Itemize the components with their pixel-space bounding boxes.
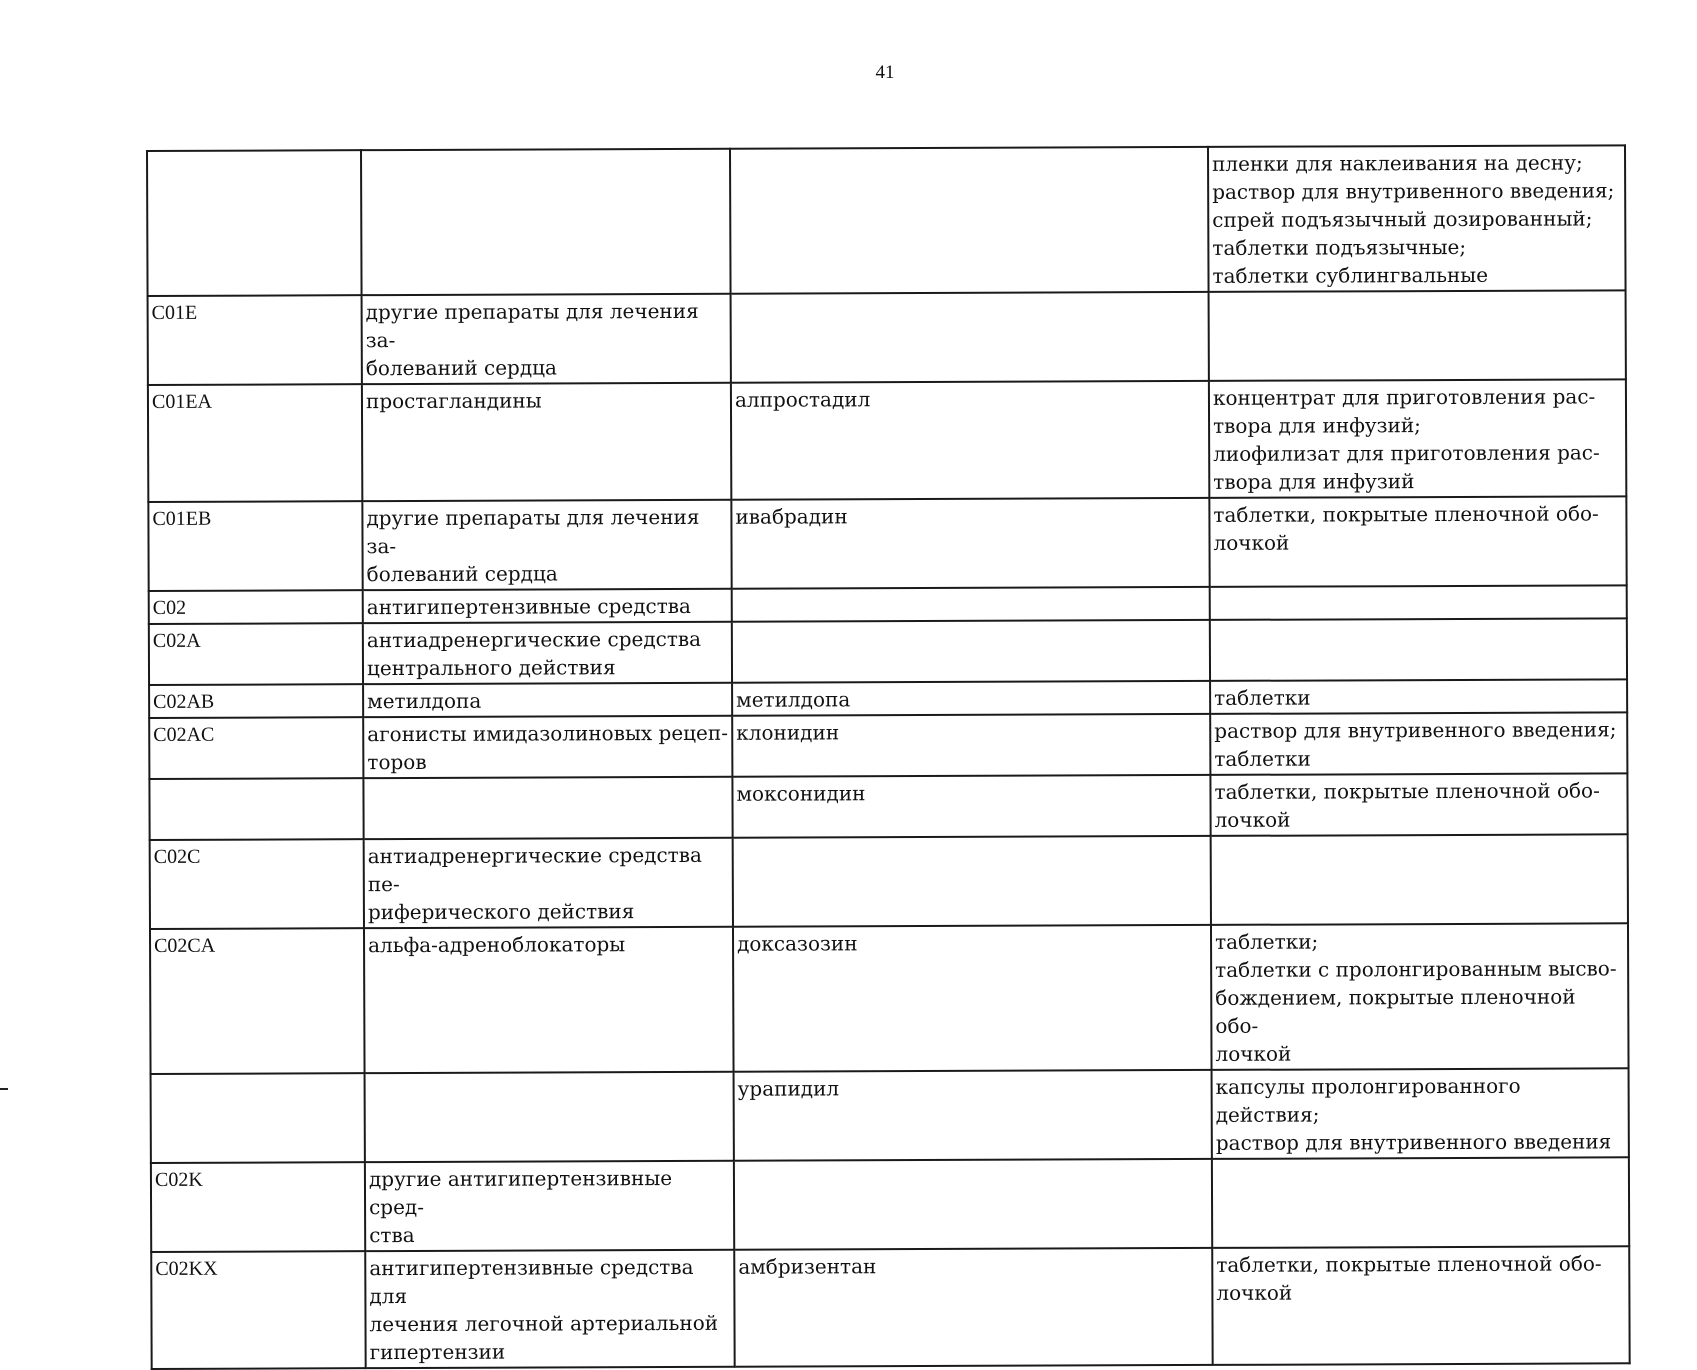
atc-code-cell: [151, 1073, 365, 1163]
group-cell: агонисты имидазолиновых рецеп- торов: [363, 716, 732, 778]
table-row: [151, 1068, 1629, 1163]
atc-code-cell: C02AB: [149, 684, 363, 718]
group-cell: другие препараты для лечения за- болеваний сердца: [362, 500, 731, 590]
atc-code-cell: C01EB: [148, 501, 362, 591]
group-cell: [361, 149, 731, 295]
inn-cell: [734, 1159, 1212, 1250]
page-number: 41: [875, 62, 895, 83]
dosage-form-cell: пленки для наклеивания на десну; раствор для внутривенного введения; спрей подъязычный дозированный; таблетки подъязычные; таблетки сублингвальные: [1208, 145, 1626, 292]
dosage-form-cell: капсулы пролонгированного действия; раствор для внутривенного введения: [1212, 1068, 1629, 1159]
dosage-form-cell: [1209, 290, 1626, 381]
dosage-form-cell: концентрат для приготовления рас- твора для инфузий; лиофилизат для приготовления рас- твора для инфузий: [1209, 379, 1626, 498]
inn-cell: [732, 620, 1210, 683]
margin-mark: [0, 1088, 8, 1090]
group-cell: антиадренергические средства пе- риферического действия: [364, 838, 733, 928]
group-cell: антиадренергические средства центрального действия: [363, 622, 732, 684]
table-row: [149, 773, 1627, 840]
table-row: [148, 496, 1626, 591]
table-row: [150, 923, 1629, 1074]
dosage-form-cell: [1210, 618, 1627, 681]
table-row: [151, 1157, 1629, 1252]
group-cell: [365, 1072, 734, 1162]
dosage-form-cell: раствор для внутривенного введения; таблетки: [1210, 712, 1627, 775]
group-cell: антигипертензивные средства для лечения легочной артериальной гипертензии: [365, 1250, 734, 1368]
dosage-form-cell: таблетки, покрытые пленочной обо- лочкой: [1210, 773, 1627, 836]
atc-code-cell: [147, 150, 362, 296]
inn-cell: клонидин: [732, 714, 1210, 777]
inn-cell: доксазозин: [733, 925, 1212, 1072]
inn-cell: [730, 147, 1209, 294]
table-row: [151, 1246, 1629, 1369]
dosage-form-cell: [1211, 834, 1628, 925]
inn-cell: амбризентан: [734, 1248, 1212, 1367]
group-cell: другие препараты для лечения за- болеваний сердца: [362, 294, 731, 384]
inn-cell: урапидил: [734, 1070, 1212, 1161]
table-row: [148, 379, 1626, 502]
atc-code-cell: C02: [149, 590, 363, 624]
atc-code-cell: [149, 778, 363, 840]
inn-cell: метилдопа: [732, 681, 1210, 716]
table-row: [150, 834, 1628, 929]
inn-cell: [731, 292, 1209, 383]
table-row: [148, 290, 1626, 385]
group-cell: простагландины: [362, 383, 731, 501]
group-cell: антигипертензивные средства: [363, 589, 732, 623]
inn-cell: [733, 836, 1211, 927]
dosage-form-cell: таблетки, покрытые пленочной обо- лочкой: [1209, 496, 1626, 587]
dosage-form-cell: [1212, 1157, 1629, 1248]
atc-code-cell: C01EA: [148, 384, 362, 502]
inn-cell: [732, 587, 1210, 622]
dosage-form-cell: таблетки, покрытые пленочной обо- лочкой: [1212, 1246, 1629, 1365]
atc-code-cell: C02KX: [151, 1251, 365, 1369]
atc-code-cell: C02CA: [150, 928, 365, 1074]
atc-code-cell: C02C: [150, 839, 364, 929]
dosage-form-cell: [1210, 585, 1627, 620]
inn-cell: алпростадил: [731, 381, 1209, 500]
group-cell: другие антигипертензивные сред- ства: [365, 1161, 734, 1251]
atc-code-cell: C02K: [151, 1162, 365, 1252]
group-cell: метилдопа: [363, 683, 732, 717]
drug-table: [146, 144, 1631, 1370]
dosage-form-cell: таблетки: [1210, 679, 1627, 714]
group-cell: [363, 777, 732, 839]
inn-cell: моксонидин: [732, 775, 1210, 838]
dosage-form-cell: таблетки; таблетки с пролонгированным высво- бождением, покрытые пленочной обо- лочкой: [1211, 923, 1629, 1070]
atc-code-cell: C01E: [148, 295, 362, 385]
table-row: [147, 145, 1626, 296]
table-row: [149, 618, 1627, 685]
atc-code-cell: C02A: [149, 623, 363, 685]
table-row: [149, 712, 1627, 779]
inn-cell: ивабрадин: [731, 498, 1209, 589]
group-cell: альфа-адреноблокаторы: [364, 927, 734, 1073]
atc-code-cell: C02AC: [149, 717, 363, 779]
